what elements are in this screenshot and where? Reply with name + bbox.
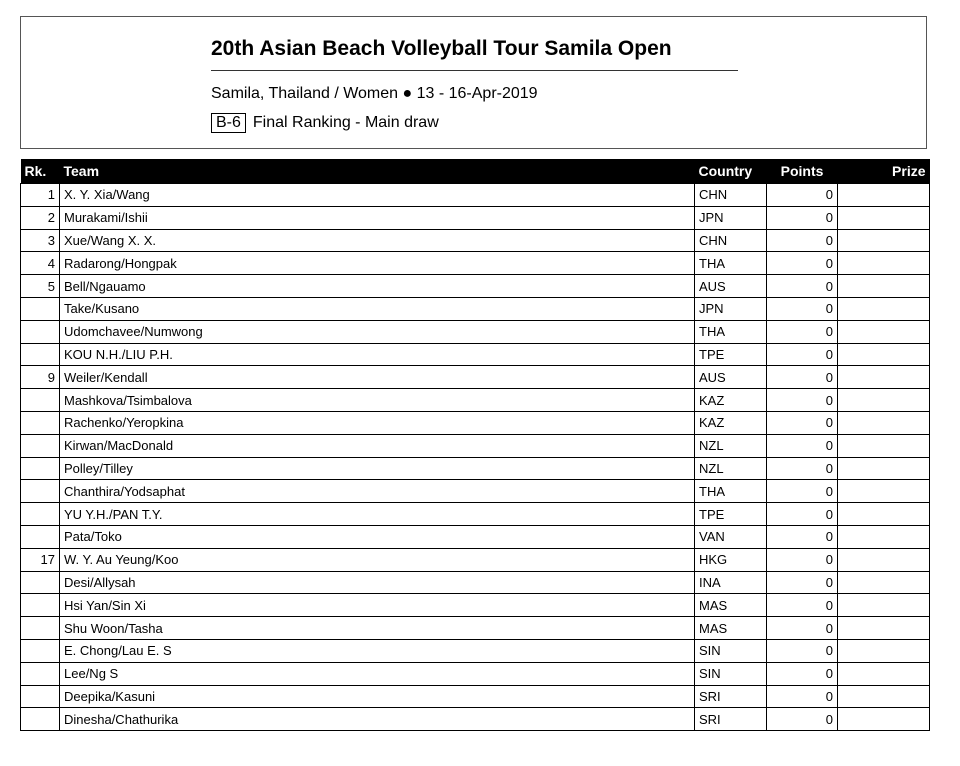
- table-row: [21, 685, 930, 708]
- team-cell: Mashkova/Tsimbalova: [60, 389, 695, 412]
- country-cell: NZL: [695, 434, 767, 457]
- points-cell: 0: [767, 366, 838, 389]
- col-header-country: Country: [695, 159, 767, 184]
- country-cell: SRI: [695, 685, 767, 708]
- team-cell: Deepika/Kasuni: [60, 685, 695, 708]
- country-cell: MAS: [695, 594, 767, 617]
- table-row: [21, 503, 930, 526]
- rank-cell: [21, 297, 60, 320]
- prize-cell: [838, 594, 930, 617]
- country-cell: JPN: [695, 297, 767, 320]
- rank-cell: [21, 434, 60, 457]
- prize-cell: [838, 685, 930, 708]
- rank-cell: 9: [21, 366, 60, 389]
- points-cell: 0: [767, 252, 838, 275]
- country-cell: VAN: [695, 525, 767, 548]
- points-cell: 0: [767, 662, 838, 685]
- table-row: [21, 571, 930, 594]
- country-cell: THA: [695, 480, 767, 503]
- points-cell: 0: [767, 275, 838, 298]
- rank-cell: [21, 343, 60, 366]
- team-cell: Rachenko/Yeropkina: [60, 411, 695, 434]
- points-cell: 0: [767, 480, 838, 503]
- table-row: [21, 594, 930, 617]
- country-cell: HKG: [695, 548, 767, 571]
- col-header-points: Points: [767, 159, 838, 184]
- team-cell: Lee/Ng S: [60, 662, 695, 685]
- team-cell: YU Y.H./PAN T.Y.: [60, 503, 695, 526]
- team-cell: KOU N.H./LIU P.H.: [60, 343, 695, 366]
- prize-cell: [838, 229, 930, 252]
- team-cell: Hsi Yan/Sin Xi: [60, 594, 695, 617]
- points-cell: 0: [767, 206, 838, 229]
- table-row: [21, 639, 930, 662]
- prize-cell: [838, 662, 930, 685]
- table-row: [21, 366, 930, 389]
- rank-cell: [21, 639, 60, 662]
- team-cell: Dinesha/Chathurika: [60, 708, 695, 731]
- country-cell: NZL: [695, 457, 767, 480]
- col-header-rank: Rk.: [21, 159, 60, 184]
- country-cell: THA: [695, 252, 767, 275]
- prize-cell: [838, 366, 930, 389]
- table-row: [21, 525, 930, 548]
- prize-cell: [838, 184, 930, 207]
- table-row: [21, 548, 930, 571]
- rank-cell: 1: [21, 184, 60, 207]
- prize-cell: [838, 411, 930, 434]
- team-cell: Kirwan/MacDonald: [60, 434, 695, 457]
- team-cell: Polley/Tilley: [60, 457, 695, 480]
- prize-cell: [838, 252, 930, 275]
- prize-cell: [838, 275, 930, 298]
- points-cell: 0: [767, 434, 838, 457]
- team-cell: E. Chong/Lau E. S: [60, 639, 695, 662]
- table-row: [21, 343, 930, 366]
- country-cell: INA: [695, 571, 767, 594]
- table-row: [21, 708, 930, 731]
- country-cell: CHN: [695, 184, 767, 207]
- country-cell: THA: [695, 320, 767, 343]
- prize-cell: [838, 389, 930, 412]
- points-cell: 0: [767, 229, 838, 252]
- team-cell: Desi/Allysah: [60, 571, 695, 594]
- title-divider: [211, 70, 738, 71]
- points-cell: 0: [767, 617, 838, 640]
- country-cell: AUS: [695, 275, 767, 298]
- country-cell: AUS: [695, 366, 767, 389]
- table-row: [21, 184, 930, 207]
- rank-cell: [21, 457, 60, 480]
- prize-cell: [838, 480, 930, 503]
- rank-cell: [21, 685, 60, 708]
- prize-cell: [838, 617, 930, 640]
- points-cell: 0: [767, 297, 838, 320]
- points-cell: 0: [767, 320, 838, 343]
- ranking-table: [20, 159, 930, 731]
- team-cell: Take/Kusano: [60, 297, 695, 320]
- team-cell: Radarong/Hongpak: [60, 252, 695, 275]
- prize-cell: [838, 320, 930, 343]
- team-cell: W. Y. Au Yeung/Koo: [60, 548, 695, 571]
- points-cell: 0: [767, 457, 838, 480]
- rank-cell: 5: [21, 275, 60, 298]
- points-cell: 0: [767, 708, 838, 731]
- table-row: [21, 480, 930, 503]
- rank-cell: [21, 389, 60, 412]
- col-header-team: Team: [60, 159, 695, 184]
- prize-cell: [838, 206, 930, 229]
- rank-cell: [21, 320, 60, 343]
- team-cell: Xue/Wang X. X.: [60, 229, 695, 252]
- prize-cell: [838, 457, 930, 480]
- rank-cell: [21, 411, 60, 434]
- rank-cell: 4: [21, 252, 60, 275]
- country-cell: TPE: [695, 503, 767, 526]
- country-cell: MAS: [695, 617, 767, 640]
- points-cell: 0: [767, 184, 838, 207]
- country-cell: TPE: [695, 343, 767, 366]
- rank-cell: [21, 617, 60, 640]
- col-header-prize: Prize: [838, 159, 930, 184]
- team-cell: Weiler/Kendall: [60, 366, 695, 389]
- prize-cell: [838, 548, 930, 571]
- table-row: [21, 389, 930, 412]
- points-cell: 0: [767, 685, 838, 708]
- page-title: 20th Asian Beach Volleyball Tour Samila Open: [211, 37, 672, 60]
- table-row: [21, 617, 930, 640]
- country-cell: KAZ: [695, 389, 767, 412]
- points-cell: 0: [767, 594, 838, 617]
- report-name: Final Ranking - Main draw: [252, 114, 439, 131]
- prize-cell: [838, 434, 930, 457]
- points-cell: 0: [767, 503, 838, 526]
- team-cell: Shu Woon/Tasha: [60, 617, 695, 640]
- prize-cell: [838, 708, 930, 731]
- prize-cell: [838, 343, 930, 366]
- rank-cell: [21, 480, 60, 503]
- prize-cell: [838, 503, 930, 526]
- table-row: [21, 457, 930, 480]
- points-cell: 0: [767, 411, 838, 434]
- rank-cell: 17: [21, 548, 60, 571]
- team-cell: X. Y. Xia/Wang: [60, 184, 695, 207]
- points-cell: 0: [767, 571, 838, 594]
- points-cell: 0: [767, 343, 838, 366]
- country-cell: SIN: [695, 662, 767, 685]
- rank-cell: 3: [21, 229, 60, 252]
- country-cell: SRI: [695, 708, 767, 731]
- rank-cell: 2: [21, 206, 60, 229]
- country-cell: JPN: [695, 206, 767, 229]
- table-row: [21, 206, 930, 229]
- team-cell: Udomchavee/Numwong: [60, 320, 695, 343]
- points-cell: 0: [767, 548, 838, 571]
- team-cell: Pata/Toko: [60, 525, 695, 548]
- country-cell: CHN: [695, 229, 767, 252]
- table-row: [21, 411, 930, 434]
- rank-cell: [21, 708, 60, 731]
- table-row: [21, 434, 930, 457]
- table-row: [21, 662, 930, 685]
- prize-cell: [838, 571, 930, 594]
- points-cell: 0: [767, 389, 838, 412]
- points-cell: 0: [767, 525, 838, 548]
- rank-cell: [21, 571, 60, 594]
- rank-cell: [21, 662, 60, 685]
- table-header-row: [21, 159, 930, 184]
- report-header-box: [20, 16, 927, 149]
- rank-cell: [21, 525, 60, 548]
- table-row: [21, 275, 930, 298]
- team-cell: Bell/Ngauamo: [60, 275, 695, 298]
- points-cell: 0: [767, 639, 838, 662]
- prize-cell: [838, 525, 930, 548]
- rank-cell: [21, 594, 60, 617]
- event-subtitle: Samila, Thailand / Women ● 13 - 16-Apr-2019: [211, 85, 538, 102]
- report-code: B-6: [211, 113, 246, 133]
- table-row: [21, 297, 930, 320]
- country-cell: KAZ: [695, 411, 767, 434]
- team-cell: Murakami/Ishii: [60, 206, 695, 229]
- ranking-table-body: [21, 184, 930, 731]
- table-row: [21, 252, 930, 275]
- table-row: [21, 320, 930, 343]
- report-code-row: [211, 113, 439, 133]
- prize-cell: [838, 297, 930, 320]
- country-cell: SIN: [695, 639, 767, 662]
- rank-cell: [21, 503, 60, 526]
- team-cell: Chanthira/Yodsaphat: [60, 480, 695, 503]
- prize-cell: [838, 639, 930, 662]
- table-row: [21, 229, 930, 252]
